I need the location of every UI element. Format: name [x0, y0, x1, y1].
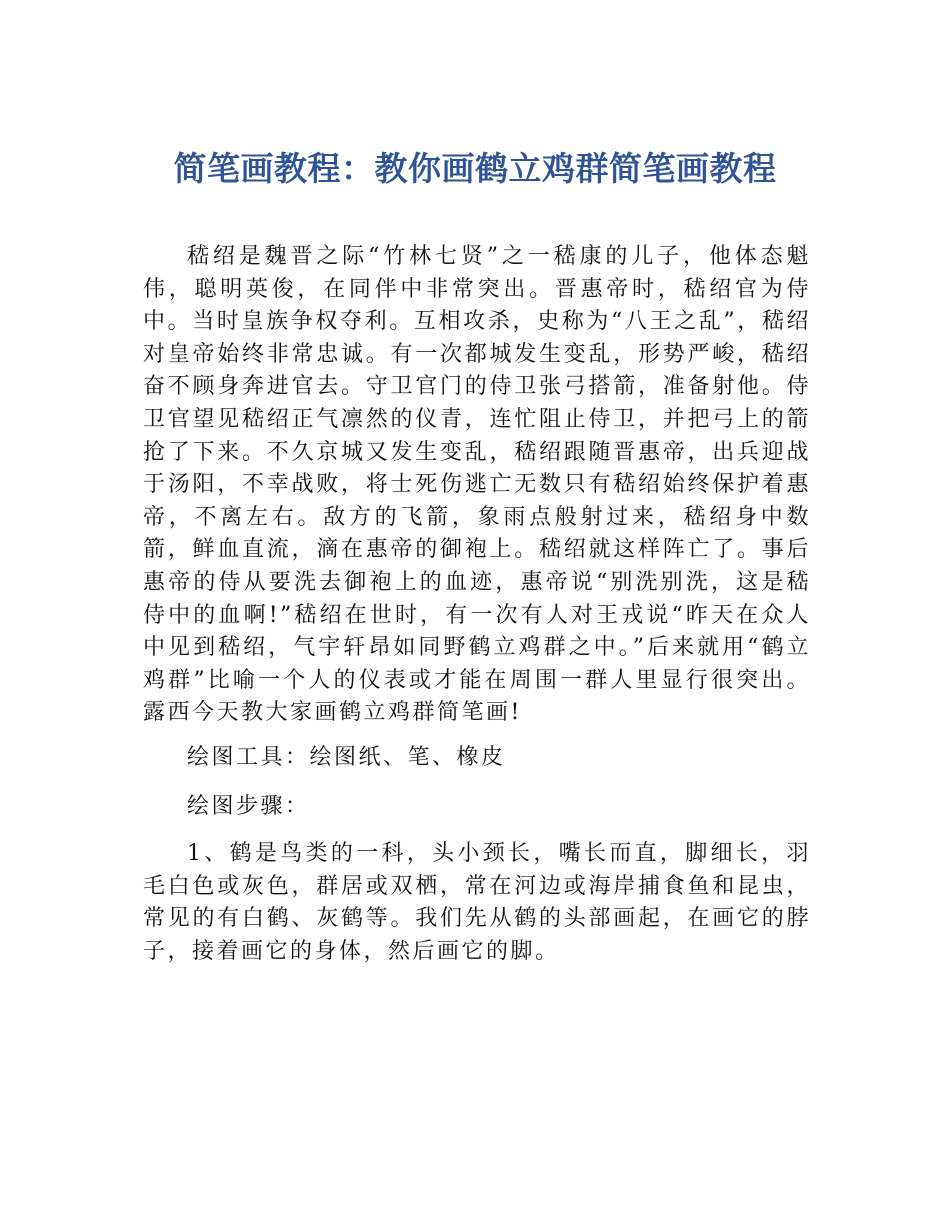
paragraph-tools: 绘图工具：绘图纸、笔、橡皮: [187, 745, 506, 770]
paragraph-story: 嵇绍是魏晋之际“竹林七贤”之一嵇康的儿子，他体态魁伟，聪明英俊，在同伴中非常突出。晋惠帝时，嵇绍官为侍中。当时皇族争权夺利。互相攻杀，史称为“八王之乱”，嵇绍对皇帝始终非常忠诚。有一次都城发生变乱，形势严峻，嵇绍奋不顾身奔进官去。守卫官门的侍卫张弓搭箭，准备射他。侍卫官望见嵇绍正气凛然的仪青，连忙阻止侍卫，并把弓上的箭抢了下来。不久京城又发生变乱，嵇绍跟随晋惠帝，出兵迎战于汤阳，不幸战败，将士死伤逃亡无数只有嵇绍始终保护着惠帝，不离左右。敌方的飞箭，象雨点般射过来，嵇绍身中数箭，鲜血直流，滴在惠帝的御袍上。嵇绍就这样阵亡了。事后惠帝的侍从要洗去御袍上的血迹，惠帝说“别洗别洗，这是嵇侍中的血啊!”嵇绍在世时，有一次有人对王戎说“昨天在众人中见到嵇绍，气宇轩昂如同野鹤立鸡群之中。”后来就用“鹤立鸡群”比喻一个人的仪表或才能在周围一群人里显行很突出。露西今天教大家画鹤立鸡群简笔画!: [143, 244, 811, 726]
paragraph-steps-heading: 绘图步骤：: [187, 794, 310, 819]
document-title: 简笔画教程：教你画鹤立鸡群简笔画教程: [173, 149, 777, 188]
paragraph-step-1: 1、鹤是鸟类的一科，头小颈长，嘴长而直，脚细长，羽毛白色或灰色，群居或双栖，常在河边或海岸捕食鱼和昆虫，常见的有白鹤、灰鹤等。我们先从鹤的头部画起，在画它的脖子，接着画它的身体，然后画它的脚。: [143, 841, 811, 964]
